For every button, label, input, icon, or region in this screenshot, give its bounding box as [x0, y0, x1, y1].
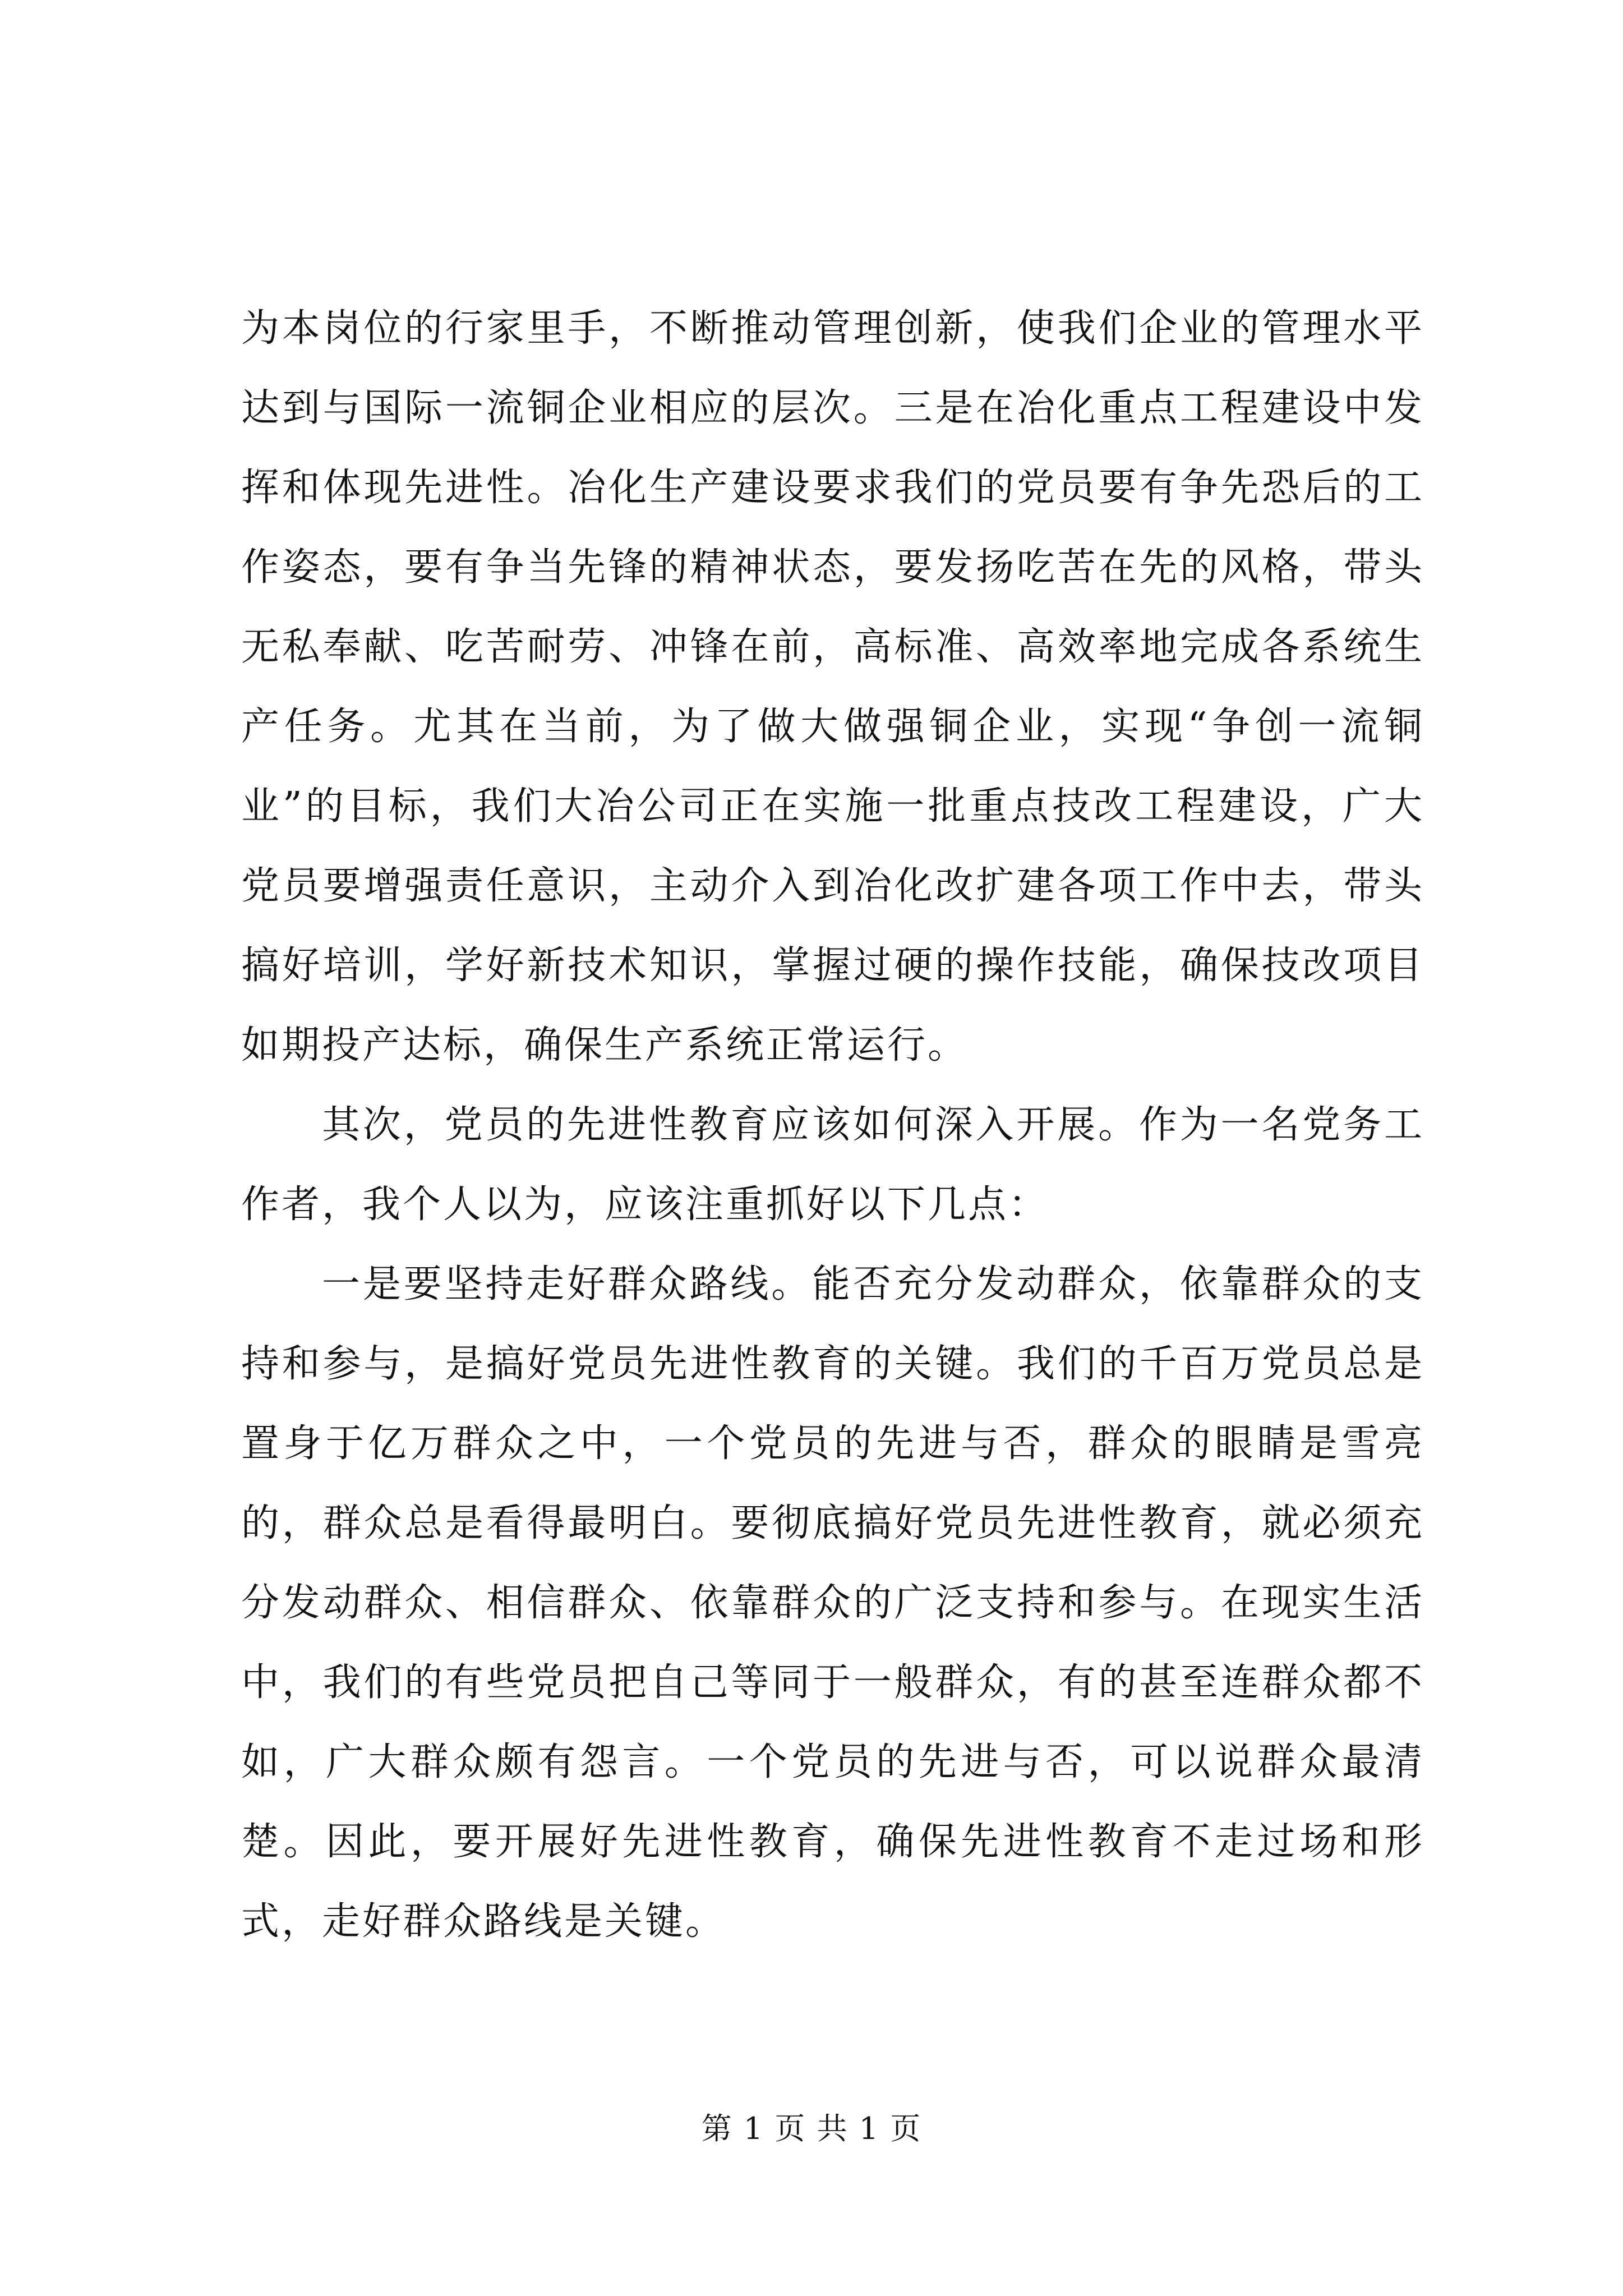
paragraph-third: 一是要坚持走好群众路线。能否充分发动群众，依靠群众的支持和参与，是搞好党员先进性教育的关键。我们的千百万党员总是置身于亿万群众之中，一个党员的先进与否，群众的眼睛是雪亮的，群众总是看得最明白。要彻底搞好党员先进性教育，就必须充分发动群众、相信群众、依靠群众的广泛支持和参与。在现实生活中，我们的有些党员把自己等同于一般群众，有的甚至连群众都不如，广大群众颇有怨言。一个党员的先进与否，可以说群众最清楚。因此，要开展好先进性教育，确保先进性教育不走过场和形式，走好群众路线是关键。 — [241, 1262, 1424, 1944]
page-number-footer: 第 1 页 共 1 页 — [701, 2111, 922, 2146]
paragraph-second: 其次，党员的先进性教育应该如何深入开展。作为一名党务工作者，我个人以为，应该注重抓好以下几点： — [241, 1103, 1424, 1227]
document-body — [241, 289, 1424, 1962]
paragraph-continuation: 为本岗位的行家里手，不断推动管理创新，使我们企业的管理水平达到与国际一流铜企业相应的层次。三是在冶化重点工程建设中发挥和体现先进性。冶化生产建设要求我们的党员要有争先恐后的工作姿态，要有争当先锋的精神状态，要发扬吃苦在先的风格，带头无私奉献、吃苦耐劳、冲锋在前，高标准、高效率地完成各系统生产任务。尤其在当前，为了做大做强铜企业，实现“争创一流铜业”的目标，我们大冶公司正在实施一批重点技改工程建设，广大党员要增强责任意识，主动介入到冶化改扩建各项工作中去，带头搞好培训，学好新技术知识，掌握过硬的操作技能，确保技改项目如期投产达标，确保生产系统正常运行。 — [241, 306, 1424, 1068]
